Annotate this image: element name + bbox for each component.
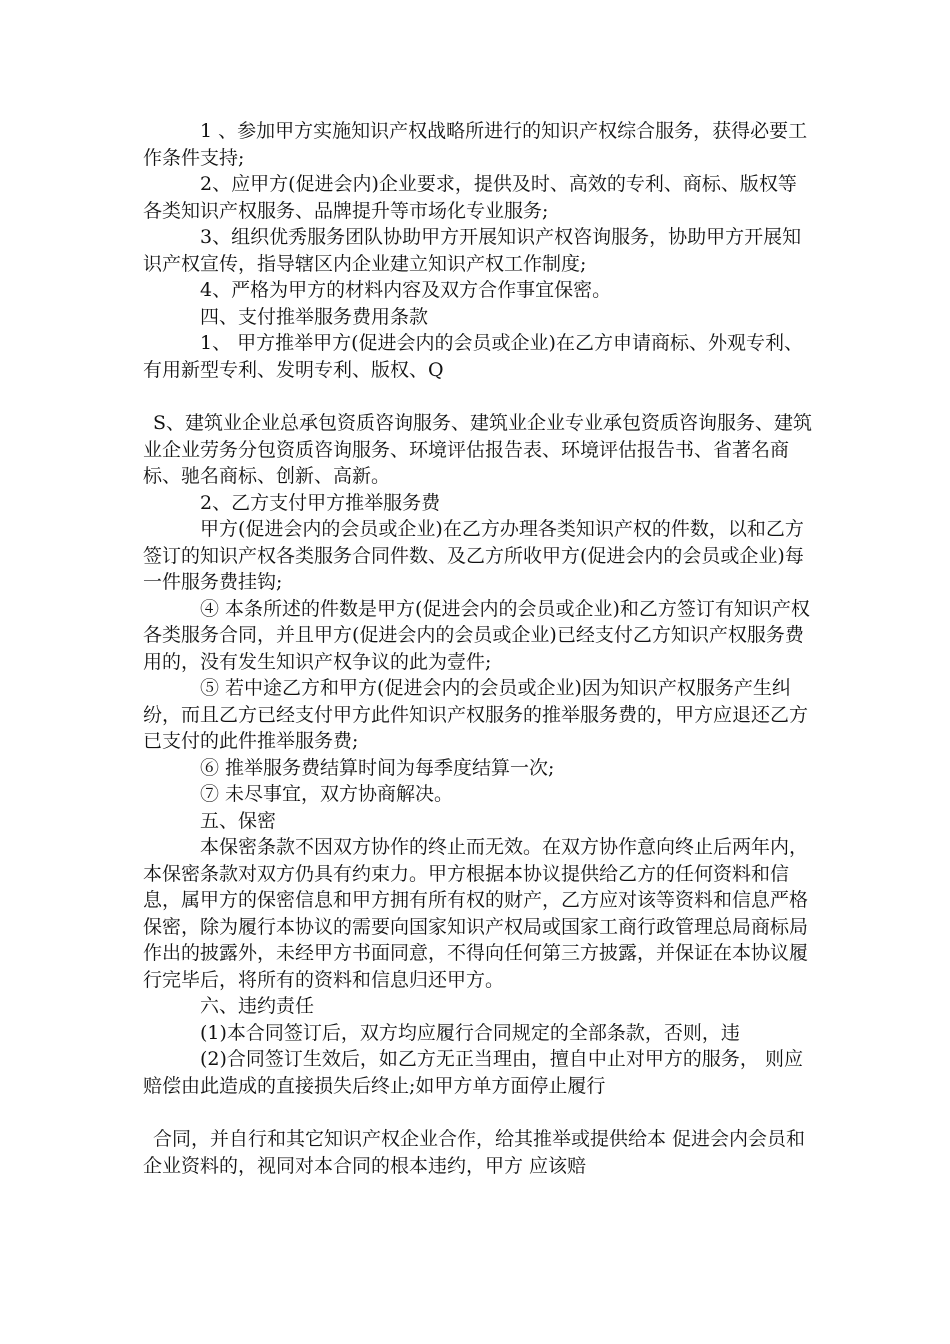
blank-line <box>143 383 813 410</box>
document-page <box>143 118 813 1179</box>
paragraph-13: ⑦ 未尽事宜，双方协商解决。 <box>200 783 454 805</box>
section-heading-5: 五、保密 <box>200 809 277 832</box>
subheading-fee: 2、乙方支付甲方推举服务费 <box>200 491 441 514</box>
paragraph-19: 合同，并自行和其它知识产权企业合作，给其推举或提供给本 促进会内会员和企业资料的，视同对本合同的根本违约，甲方 应该赔 <box>143 1128 806 1177</box>
paragraph-9: 甲方(促进会内的会员或企业)在乙方办理各类知识产权的件数，以和乙方签订的知识产权各类服务合同件数、及乙方所收甲方(促进会内的会员或企业)每一件服务费挂钩; <box>143 518 804 593</box>
paragraph-15: 本保密条款不因双方协作的终止而无效。在双方协作意向终止后两年内，本保密条款对双方仍具有约束力。甲方根据本协议提供给乙方的任何资料和信息，属甲方的保密信息和甲方拥有所有权的财产，乙方应对该等资料和信息严格保密，除为履行本协议的需要向国家知识产权局或国家工商行政管理总局商标局作出的披露外，未经甲方书面同意，不得向任何第三方披露，并保证在本协议履行完毕后，将所有的资料和信息归还甲方。 <box>143 836 809 991</box>
section-heading-4: 四、支付推举服务费用条款 <box>200 305 429 328</box>
blank-line <box>143 1099 813 1126</box>
paragraph-11: ⑤ 若中途乙方和甲方(促进会内的会员或企业)因为知识产权服务产生纠纷，而且乙方已经支付甲方此件知识产权服务的推举服务费的，甲方应退还乙方已支付的此件推举服务费; <box>143 677 809 752</box>
paragraph-17: (1)本合同签订后，双方均应履行合同规定的全部条款，否则，违 <box>200 1021 740 1044</box>
paragraph-12: ⑥ 推举服务费结算时间为每季度结算一次; <box>200 756 555 779</box>
paragraph-6: 1、 甲方推举甲方(促进会内的会员或企业)在乙方申请商标、外观专利、有用新型专利、发明专利、版权、Q <box>143 332 803 381</box>
paragraph-2: 2、应甲方(促进会内)企业要求，提供及时、高效的专利、商标、版权等各类知识产权服务、品牌提升等市场化专业服务; <box>143 173 797 222</box>
paragraph-10: ④ 本条所述的件数是甲方(促进会内的会员或企业)和乙方签订有知识产权各类服务合同，并且甲方(促进会内的会员或企业)已经支付乙方知识产权服务费用的，没有发生知识产权争议的此为壹件; <box>143 597 810 673</box>
paragraph-3: 3、组织优秀服务团队协助甲方开展知识产权咨询服务，协助甲方开展知识产权宣传，指导辖区内企业建立知识产权工作制度; <box>143 226 802 275</box>
paragraph-18: (2)合同签订生效后，如乙方无正当理由，擅自中止对甲方的服务， 则应赔偿由此造成的直接损失后终止;如甲方单方面停止履行 <box>143 1048 803 1097</box>
section-heading-6: 六、违约责任 <box>200 995 315 1017</box>
paragraph-4: 4、严格为甲方的材料内容及双方合作事宜保密。 <box>200 279 612 301</box>
paragraph-7: S、建筑业企业总承包资质咨询服务、建筑业企业专业承包资质咨询服务、建筑业企业劳务分包资质咨询服务、环境评估报告表、环境评估报告书、省著名商标、驰名商标、创新、高新。 <box>143 412 813 487</box>
paragraph-1: 1 、参加甲方实施知识产权战略所进行的知识产权综合服务，获得必要工作条件支持; <box>143 120 808 169</box>
